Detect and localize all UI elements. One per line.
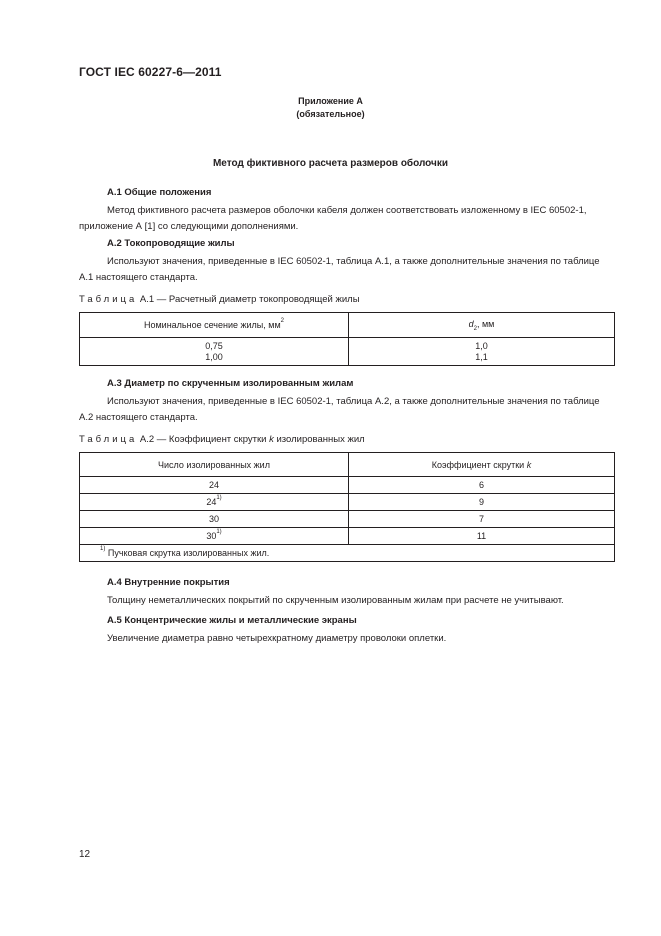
table-cell (80, 494, 349, 511)
table-cell: 11 (349, 528, 615, 545)
table-a1-col2-header (349, 313, 615, 338)
section-a2-heading: А.2 Токопроводящие жилы (107, 238, 235, 249)
table-a1-col1-header-text: Номинальное сечение жилы, мм (143, 320, 281, 330)
table-row (80, 511, 615, 528)
section-a3-text: Используют значения, приведенные в IEC 60502-1, таблица А.2, а также дополнительные значения по таблице А.2 настоящего стандарта. (79, 396, 600, 423)
table-a2-footnote-row (80, 545, 615, 562)
table-a1-caption-word: Таблица (79, 294, 138, 305)
table-a2-header-row (80, 453, 615, 477)
table-a2-col2-header-var: k (526, 459, 532, 470)
table-cell: 1,1 (475, 351, 488, 362)
footnote-ref: 1) (216, 529, 222, 535)
table-a1-col1-values (80, 338, 349, 366)
section-a4-text: Толщину неметаллических покрытий по скрученным изолированным жилам при расчете не учитывают. (107, 595, 564, 606)
table-cell: 7 (349, 511, 615, 528)
table-cell: 9 (349, 494, 615, 511)
table-row (80, 494, 615, 511)
table-a1-caption-text: А.1 — Расчетный диаметр токопроводящей жилы (139, 294, 360, 305)
table-a1 (79, 312, 615, 366)
table-a2-col2-header-text: Коэффициент скрутки (431, 459, 527, 470)
table-cell: 1,00 (205, 351, 223, 362)
table-a2-caption (79, 434, 365, 445)
table-row (80, 338, 615, 366)
table-a2-caption-pre: А.2 — Коэффициент скрутки (139, 434, 270, 445)
table-cell: 1,0 (475, 340, 488, 351)
table-a1-col1-header (80, 313, 349, 338)
page-number: 12 (79, 849, 91, 860)
section-a5-text: Увеличение диаметра равно четырехкратному диаметру проволоки оплетки. (107, 633, 447, 644)
table-a2-col2-header (349, 453, 615, 477)
table-cell (80, 477, 349, 494)
table-a1-col1-header-sup: 2 (280, 318, 284, 324)
annex-status: (обязательное) (296, 109, 365, 119)
cores-value: 30 (206, 531, 217, 541)
section-a3-heading: А.3 Диаметр по скрученным изолированным жилам (107, 378, 354, 389)
annex-title: Метод фиктивного расчета размеров оболочки (212, 158, 449, 169)
table-cell: 0,75 (205, 340, 223, 351)
table-a1-col2-header-sub: 2 (473, 325, 477, 332)
table-a1-header-row (80, 313, 615, 338)
footnote-mark: 1) (100, 546, 106, 552)
section-a5-heading: А.5 Концентрические жилы и металлические экраны (107, 615, 357, 626)
table-cell: 6 (349, 477, 615, 494)
footnote-ref: 1) (216, 495, 222, 501)
table-cell (80, 528, 349, 545)
table-a2-caption-word: Таблица (79, 434, 138, 445)
table-a2 (79, 452, 615, 562)
section-a1-text: Метод фиктивного расчета размеров оболочки кабеля должен соответствовать изложенному в IEC 60502-1, приложение А [1] со следующими дополнениями. (79, 205, 587, 232)
table-a2-caption-post: изолированных жил (273, 434, 365, 445)
section-a4-heading: А.4 Внутренние покрытия (107, 577, 230, 588)
cores-value: 30 (208, 514, 219, 524)
cores-value: 24 (208, 480, 219, 490)
table-row (80, 528, 615, 545)
cores-value: 24 (206, 497, 217, 507)
table-a1-col2-header-unit: , мм (476, 318, 495, 329)
document-header: ГОСТ IEC 60227-6—2011 (79, 65, 222, 79)
table-a2-caption-var: k (269, 434, 274, 445)
table-a1-col2-header-var: d (468, 318, 474, 329)
section-a1-heading: А.1 Общие положения (107, 187, 212, 198)
table-a1-caption (79, 294, 360, 305)
table-row (80, 477, 615, 494)
annex-label: Приложение А (298, 96, 363, 106)
footnote-text: Пучковая скрутка изолированных жил. (107, 548, 270, 558)
table-a1-col2-values (349, 338, 615, 366)
table-cell (80, 511, 349, 528)
table-a2-footnote (80, 545, 615, 562)
table-a2-col1-header: Число изолированных жил (80, 453, 349, 477)
section-a2-text: Используют значения, приведенные в IEC 60502-1, таблица А.1, а также дополнительные значения по таблице А.1 настоящего стандарта. (79, 256, 600, 283)
